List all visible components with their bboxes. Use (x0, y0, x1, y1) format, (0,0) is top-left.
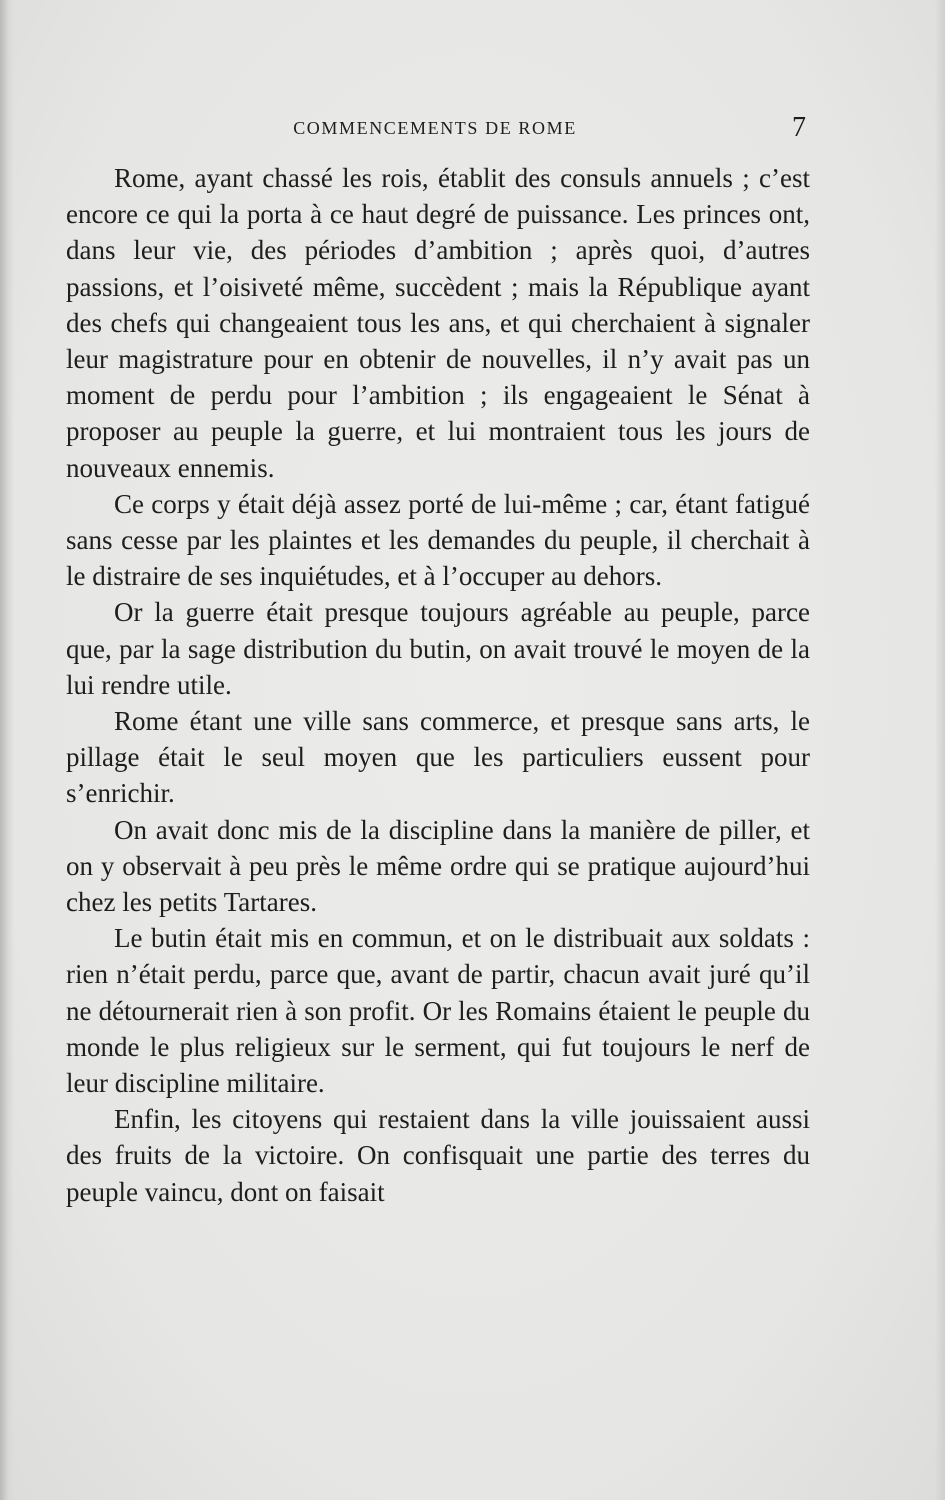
paragraph-discipline: On avait donc mis de la discipline dans la manière de piller, et on y observait à peu près le même ordre qui se pratique aujourd’hui chez les petits Tartares. (66, 814, 810, 918)
paragraph-guerre: Or la guerre était presque toujours agréable au peuple, parce que, par la sage distribution du butin, on avait trouvé le moyen de la lui rendre utile. (66, 597, 810, 700)
page-header (64, 112, 806, 144)
body-text (66, 160, 810, 1210)
page-gutter-shadow (0, 0, 14, 1500)
paragraph-butin: Le butin était mis en commun, et on le distribuait aux soldats : rien n’était perdu, parce que, avant de partir, chacun avait juré qu’il ne détournerait rien à son profit. Or les Romains étaient le peuple du monde le plus religieux sur le serment, qui fut toujours le nerf de leur discipline militaire. (66, 923, 810, 1099)
running-title: COMMENCEMENTS DE ROME (293, 118, 577, 138)
page-edge-shadow (935, 0, 945, 1500)
paragraph-citoyens: Enfin, les citoyens qui restaient dans la ville jouissaient aussi des fruits de la victoire. On confisquait une partie des terres du peuple vaincu, dont on faisait (66, 1104, 810, 1207)
paragraph-commerce: Rome étant une ville sans commerce, et presque sans arts, le pillage était le seul moyen que les particuliers eussent pour s’enrichir. (66, 706, 810, 809)
paragraph-consuls: Rome, ayant chassé les rois, établit des consuls annuels ; c’est encore ce qui la porta à ce haut degré de puissance. Les princes ont, dans leur vie, des périodes d’ambition ; après quoi, d’autres passions, et l’oisiveté même, succèdent ; mais la République ayant des chefs qui changeaient tous les ans, et qui cherchaient à signaler leur magistrature pour en obtenir de nouvelles, il n’y avait pas un moment de perdu pour l’ambition ; ils engageaient le Sénat à proposer au peuple la guerre, et lui montraient tous les jours de nouveaux ennemis. (66, 163, 810, 483)
page-number: 7 (792, 112, 806, 143)
paragraph-senat: Ce corps y était déjà assez porté de lui-même ; car, étant fatigué sans cesse par les plaintes et les demandes du peuple, il cherchait à le distraire de ses inquiétudes, et à l’occuper au dehors. (66, 488, 810, 592)
